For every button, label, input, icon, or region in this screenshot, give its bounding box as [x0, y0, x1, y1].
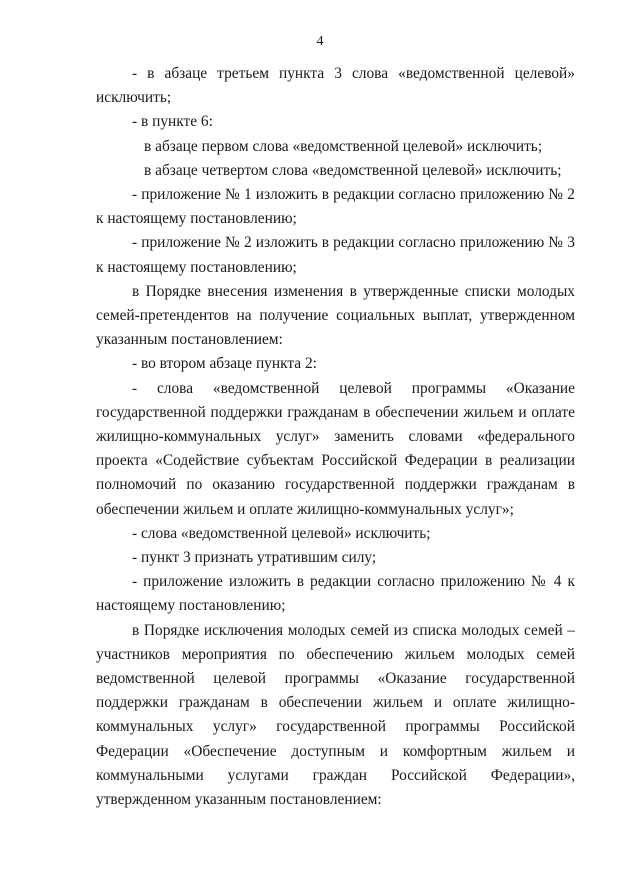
paragraph: - приложение № 2 изложить в редакции согласно приложению № 3 к настоящему постановлению;	[96, 234, 575, 276]
paragraph: - во втором абзаце пункта 2:	[132, 355, 317, 373]
paragraph: - в абзаце третьем пункта 3 слова «ведомственной целевой» исключить;	[96, 65, 575, 107]
paragraph: - приложение изложить в редакции согласно приложению № 4 к настоящему постановлению;	[96, 573, 575, 615]
paragraph: - пункт 3 признать утратившим силу;	[132, 549, 377, 567]
paragraph: - в пункте 6:	[132, 113, 213, 131]
paragraph: в абзаце четвертом слова «ведомственной целевой» исключить;	[144, 161, 562, 179]
page-number: 4	[316, 34, 324, 49]
paragraph: - слова «ведомственной целевой программы «Оказание государственной поддержки гражданам в обеспечении жильем и оплате жилищно-коммунальных услуг» заменить словами «федерального проекта «Содействие субъектам Российской Федерации в реализации полномочий по оказанию государственной поддержки гражданам в обеспечении жильем и оплате жилищно-коммунальных услуг»;	[96, 379, 575, 518]
paragraph: - слова «ведомственной целевой» исключить;	[132, 524, 431, 542]
document-body	[96, 62, 575, 812]
paragraph: в Порядке внесения изменения в утвержденные списки молодых семей-претендентов на получение социальных выплат, утвержденном указанным постановлением:	[96, 282, 575, 349]
paragraph: в абзаце первом слова «ведомственной целевой» исключить;	[144, 137, 543, 155]
paragraph: в Порядке исключения молодых семей из списка молодых семей – участников мероприятия по обеспечению жильем молодых семей ведомственной целевой программы «Оказание государственной поддержки гражданам в обеспечении жильем и оплате жилищно-коммунальных услуг» государственной программы Российской Федерации «Обеспечение доступным и комфортным жильем и коммунальными услугами граждан Российской Федерации», утвержденном указанным постановлением:	[96, 621, 575, 809]
paragraph: - приложение № 1 изложить в редакции согласно приложению № 2 к настоящему постановлению;	[96, 186, 575, 228]
